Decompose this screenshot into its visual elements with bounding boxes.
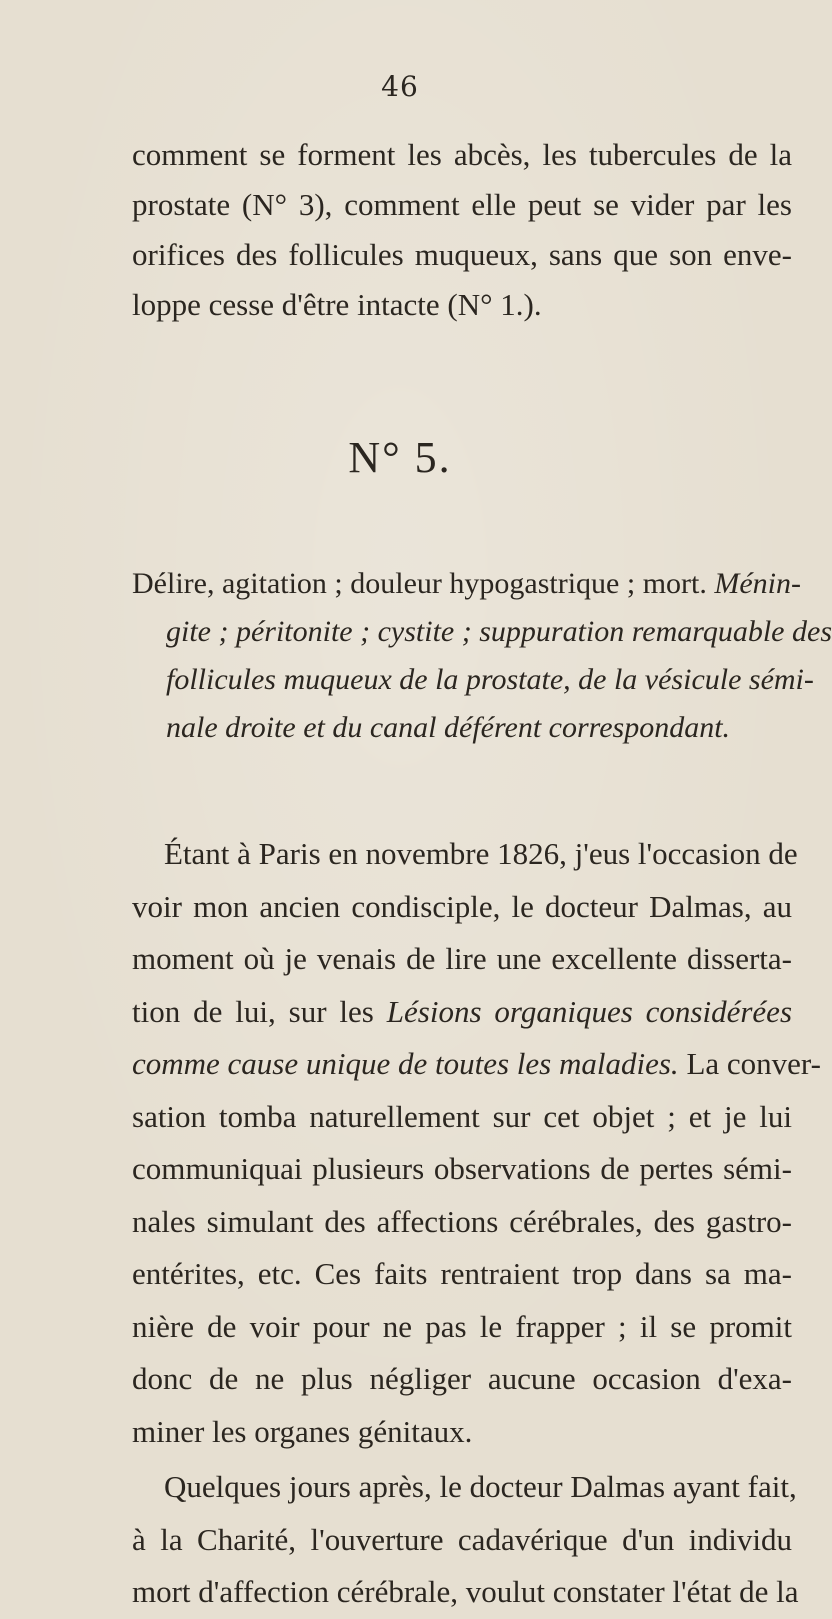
- text-line: comment se forment les abcès, les tubercules de la: [132, 137, 792, 172]
- summary-line: nale droite et du canal déférent correspondant.: [166, 711, 731, 744]
- text-line: loppe cesse d'être intacte (N° 1.).: [132, 287, 542, 322]
- summary-line: gite ; péritonite ; cystite ; suppuration remarquable des: [166, 615, 832, 648]
- body-text: [132, 828, 821, 1619]
- case-summary: [132, 560, 832, 752]
- text-line: prostate (N° 3), comment elle peut se vider par les: [132, 187, 792, 222]
- intro-paragraph: [132, 130, 792, 330]
- body-line: mort d'affection cérébrale, voulut constater l'état de la: [132, 1574, 799, 1609]
- body-line: sation tomba naturellement sur cet objet ; et je lui: [132, 1098, 792, 1134]
- body-line: nales simulant des affections cérébrales, des gastro-: [132, 1203, 792, 1239]
- body-line: donc de ne plus négliger aucune occasion d'exa-: [132, 1361, 792, 1396]
- body-line: Étant à Paris en novembre 1826, j'eus l'occasion de: [164, 836, 798, 871]
- body-line-roman: tion de lui, sur les: [132, 993, 374, 1029]
- body-line: moment où je venais de lire une excellente disserta-: [132, 941, 792, 976]
- body-line: entérites, etc. Ces faits rentraient trop dans sa ma-: [132, 1256, 792, 1291]
- body-line: à la Charité, l'ouverture cadavérique d'un individu: [132, 1521, 792, 1557]
- summary-line-italic: Ménin-: [714, 567, 802, 600]
- body-line-roman: La conver-: [686, 1046, 821, 1081]
- body-line: [132, 1038, 821, 1091]
- section-heading: N° 5.: [348, 433, 452, 482]
- body-line-italic: comme cause unique de toutes les maladies.: [132, 1046, 679, 1081]
- page-number: 46: [381, 70, 419, 103]
- body-line: communiquai plusieurs observations de pertes sémi-: [132, 1151, 792, 1186]
- body-line: miner les organes génitaux.: [132, 1413, 473, 1449]
- summary-line: [132, 560, 802, 608]
- summary-line-roman: Délire, agitation ; douleur hypogastrique ; mort.: [132, 567, 707, 600]
- body-line: [132, 986, 792, 1039]
- body-line: Quelques jours après, le docteur Dalmas ayant fait,: [164, 1469, 797, 1504]
- body-line: voir mon ancien condisciple, le docteur Dalmas, au: [132, 888, 792, 924]
- body-line-italic: Lésions organiques considérées: [386, 993, 793, 1029]
- body-line: nière de voir pour ne pas le frapper ; il se promit: [132, 1308, 792, 1344]
- summary-line: follicules muqueux de la prostate, de la vésicule sémi-: [166, 663, 814, 696]
- text-line: orifices des follicules muqueux, sans que son enve-: [132, 237, 792, 272]
